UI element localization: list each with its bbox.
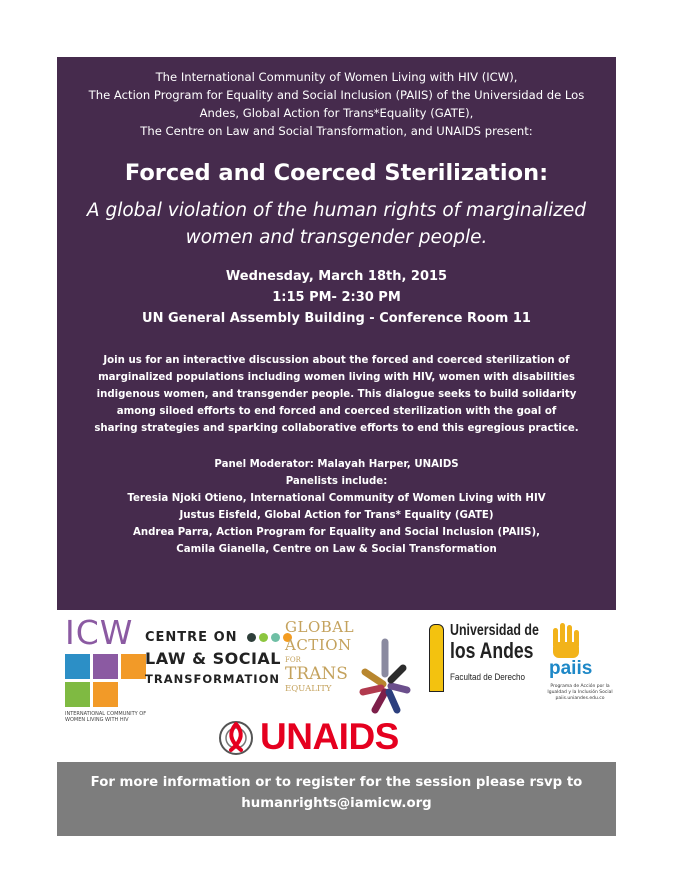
description-line: sharing strategies and sparking collaborative efforts to end this egregious practice. [94,423,579,434]
panelists-heading: Panelists include: [285,476,388,487]
gate-logo [285,618,425,718]
paiis-caption: Programa de Acción por la Igualdad y la Inclusión Social paiis.uniandes.edu.co [547,684,613,701]
event-subtitle [57,197,616,251]
event-location: UN General Assembly Building - Conference Room 11 [142,311,531,326]
sun-icon [121,654,146,679]
rsvp-footer [57,762,616,836]
female-symbol-icon [65,682,90,707]
paiis-wordmark: paiis [549,658,593,679]
icw-logo [65,613,147,723]
centre-law-social-transformation-logo [145,630,295,686]
event-details [57,266,616,329]
subtitle-line: A global violation of the human rights of marginalized [86,200,587,221]
raised-hand-icon [547,622,589,660]
intro-line: Andes, Global Action for Trans*Equality (GATE), [199,106,474,120]
icw-tagline: INTERNATIONAL COMMUNITY OF WOMEN LIVING WITH HIV [65,711,147,723]
event-title: Forced and Coerced Sterilization: [124,160,549,186]
gate-line-1: GLOBAL ACTION [285,618,355,654]
gate-star-icon [345,632,423,716]
description-line: indigenous women, and transgender people. This dialogue seeks to build solidarity [96,389,577,400]
rsvp-email-link[interactable]: humanrights@iamicw.org [241,796,432,811]
heart-icon [93,682,118,707]
description-line: marginalized populations including women living with HIV, women with disabilities [98,372,575,383]
event-time: 1:15 PM- 2:30 PM [272,290,401,305]
unaids-wordmark: UNAIDS [260,716,399,757]
centre-line-1: CENTRE ON [145,630,238,645]
uandes-line-2: los Andes [450,638,534,663]
icw-wordmark: ICW [65,613,134,652]
person-icon [93,654,118,679]
uandes-line-3: Facultad de Derecho [450,672,525,683]
paiis-logo [539,620,619,730]
intro-line: The International Community of Women Living with HIV (ICW), [155,70,518,84]
centre-line-3: TRANSFORMATION [145,672,280,686]
panelist: Justus Eisfeld, Global Action for Trans* Equality (GATE) [179,510,494,521]
un-emblem-icon [215,718,257,758]
icw-icon-grid [65,654,147,707]
description-line: among siloed efforts to end forced and coerced sterilization with the goal of [116,406,557,417]
partner-logos [57,612,616,762]
intro-line: The Centre on Law and Social Transformation, and UNAIDS present: [140,124,533,138]
gate-line-2: FOR [285,656,301,664]
event-date: Wednesday, March 18th, 2015 [225,269,448,284]
intro-line: The Action Program for Equality and Social Inclusion (PAIIS) of the Universidad de Los [88,88,585,102]
gate-line-3: TRANS [285,664,348,684]
rsvp-text: For more information or to register for the session please rsvp to [90,775,583,790]
uandes-line-1: Universidad de [450,622,539,639]
event-panel [57,57,616,610]
gate-line-4: EQUALITY [285,684,332,694]
universidad-de-los-andes-logo [429,622,539,722]
panelist: Teresia Njoki Otieno, International Community of Women Living with HIV [127,493,546,504]
tower-icon [429,624,444,692]
centre-line-2: LAW & SOCIAL [145,649,281,668]
panel-list [57,456,616,558]
globe-icon [65,654,90,679]
event-description [75,352,598,437]
description-line: Join us for an interactive discussion about the forced and coerced sterilization of [103,355,570,366]
panelist: Andrea Parra, Action Program for Equality and Social Inclusion (PAIIS), [133,527,540,538]
subtitle-line: women and transgender people. [185,227,488,248]
panelist: Camila Gianella, Centre on Law & Social Transformation [176,544,497,555]
presenters-intro [57,68,616,140]
panel-moderator: Panel Moderator: Malayah Harper, UNAIDS [214,459,459,470]
